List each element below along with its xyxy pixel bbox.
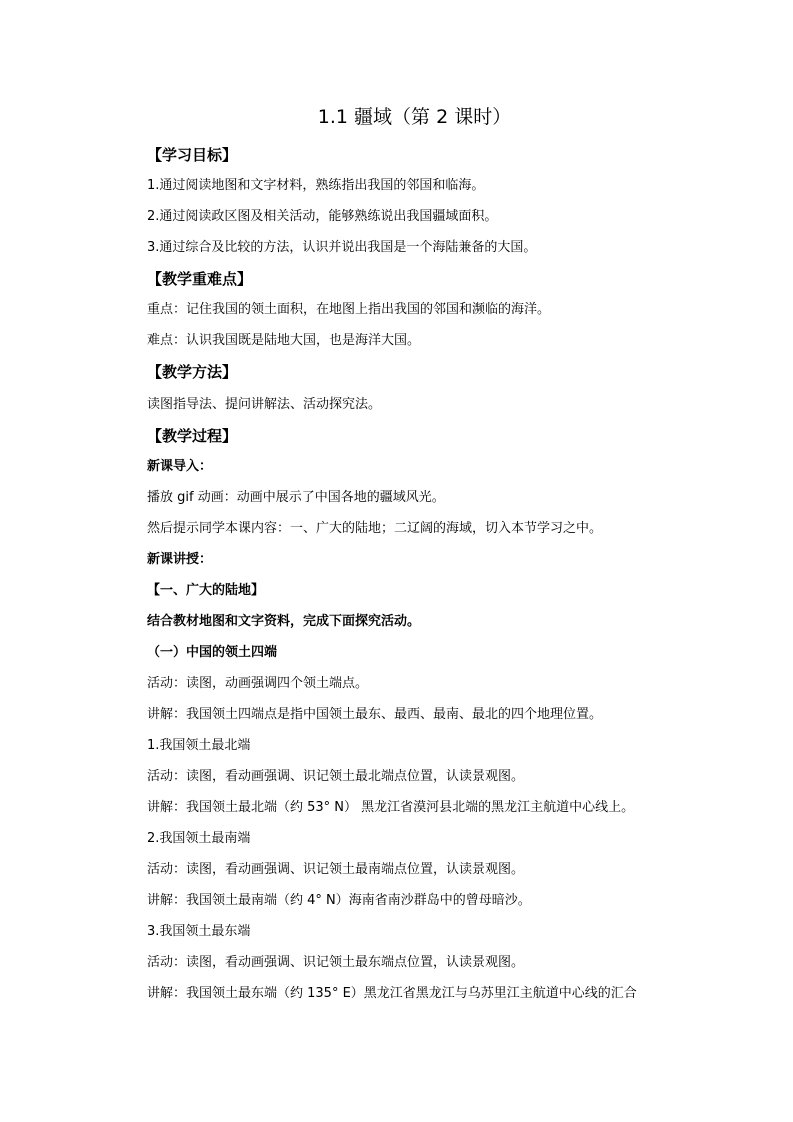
goal-item-3: 3.通过综合及比较的方法，认识并说出我国是一个海陆兼备的大国。 — [147, 240, 537, 255]
difficulty-text: 难点：认识我国既是陆地大国，也是海洋大国。 — [147, 333, 421, 348]
item-east-activity: 活动：读图，看动画强调、识记领土最东端点位置，认读景观图。 — [147, 955, 525, 970]
item-east-explain: 讲解：我国领土最东端（约 135° E）黑龙江省黑龙江与乌苏里江主航道中心线的汇合 — [147, 986, 637, 1001]
subheading-lecture: 新课讲授： — [147, 552, 213, 567]
item-north-explain: 讲解：我国领土最北端（约 53° N） 黑龙江省漠河县北端的黑龙江主航道中心线上。 — [147, 800, 635, 815]
item-north-title: 1.我国领土最北端 — [147, 738, 251, 753]
section-heading-methods: 【教学方法】 — [147, 363, 238, 381]
section-heading-learning-goals: 【学习目标】 — [147, 146, 238, 164]
methods-text: 读图指导法、提问讲解法、活动探究法。 — [147, 397, 382, 412]
intro-text-1: 播放 gif 动画：动画中展示了中国各地的疆域风光。 — [147, 490, 445, 505]
goal-item-1: 1.通过阅读地图和文字材料，熟练指出我国的邻国和临海。 — [147, 178, 485, 193]
subheading-land: 【一、广大的陆地】 — [147, 583, 265, 598]
activity-text-1: 活动：读图，动画强调四个领土端点。 — [147, 676, 369, 691]
explain-text-1: 讲解：我国领土四端点是指中国领土最东、最西、最南、最北的四个地理位置。 — [147, 707, 603, 722]
activity-instruction: 结合教材地图和文字资料，完成下面探究活动。 — [147, 614, 421, 629]
section-heading-key-points: 【教学重难点】 — [147, 270, 253, 288]
item-south-title: 2.我国领土最南端 — [147, 831, 251, 846]
page-title: 1.1 疆域（第 2 课时） — [317, 106, 512, 128]
key-point-text: 重点：记住我国的领土面积，在地图上指出我国的邻国和濒临的海洋。 — [147, 302, 551, 317]
item-north-activity: 活动：读图，看动画强调、识记领土最北端点位置，认读景观图。 — [147, 769, 525, 784]
item-south-activity: 活动：读图，看动画强调、识记领土最南端点位置，认读景观图。 — [147, 862, 525, 877]
item-south-explain: 讲解：我国领土最南端（约 4° N）海南省南沙群岛中的曾母暗沙。 — [147, 893, 531, 908]
subheading-four-extremes: （一）中国的领土四端 — [147, 645, 278, 660]
item-east-title: 3.我国领土最东端 — [147, 924, 251, 939]
intro-text-2: 然后提示同学本课内容：一、广大的陆地；二辽阔的海域，切入本节学习之中。 — [147, 521, 603, 536]
goal-item-2: 2.通过阅读政区图及相关活动，能够熟练说出我国疆域面积。 — [147, 209, 498, 224]
section-heading-process: 【教学过程】 — [147, 427, 238, 445]
subheading-intro: 新课导入： — [147, 459, 213, 474]
